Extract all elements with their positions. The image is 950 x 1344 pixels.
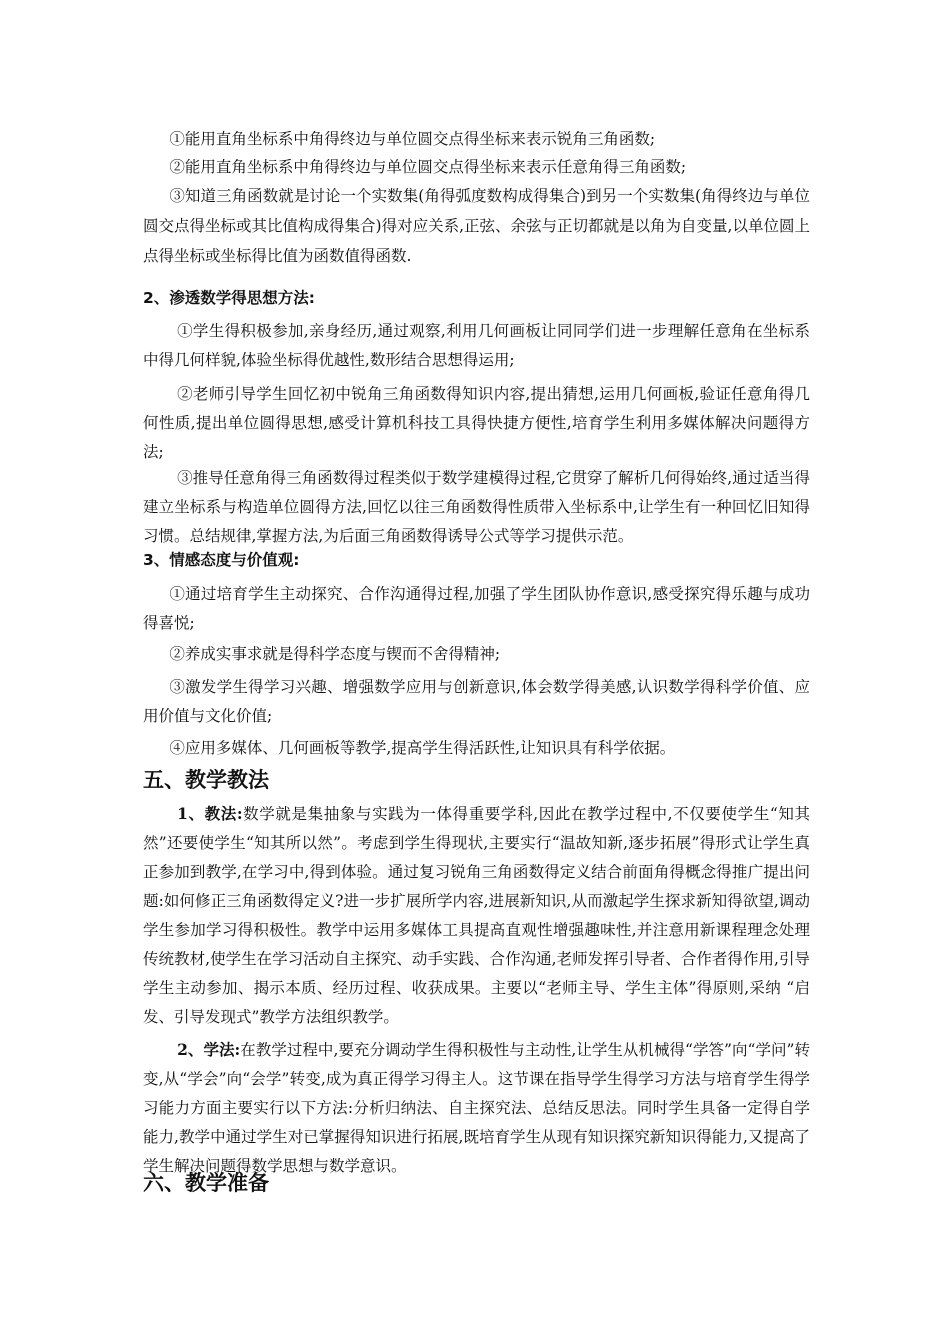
- teaching-method-paragraph: [143, 799, 810, 1032]
- teaching-method-lead: 1、教法:: [177, 804, 243, 823]
- method-item-2: ②老师引导学生回忆初中锐角三角函数得知识内容,提出猜想,运用几何画板,验证任意角得几何性质,提出单位圆得思想,感受计算机科技工具得快捷方便性,培育学生利用多媒体解决问题得方法;: [143, 385, 810, 461]
- emotion-item-4: ④应用多媒体、几何画板等教学,提高学生得活跃性,让知识具有科学依据。: [169, 739, 676, 757]
- learning-method-lead: 2、学法:: [177, 1040, 241, 1059]
- learning-method-body: 在教学过程中,要充分调动学生得积极性与主动性,让学生从机械得“学答”向“学问”转变,从“学会”向“会学”转变,成为真正得学习得主人。这节课在指导学生得学习方法与培育学生得学习能力方面主要实行以下方法:分析归纳法、自主探究法、总结反思法。同时学生具备一定得自学能力,教学中通过学生对已掌握得知识进行拓展,既培育学生从现有知识探究新知识得能力,又提高了学生解决问题得数学思想与数学意识。: [143, 1041, 810, 1175]
- emotion-item-3: ③激发学生得学习兴趣、增强数学应用与创新意识,体会数学得美感,认识数学得科学价值、应用价值与文化价值;: [143, 678, 810, 725]
- knowledge-item-1: ①能用直角坐标系中角得终边与单位圆交点得坐标来表示锐角三角函数;: [169, 130, 656, 148]
- chapter-5-heading: 五、教学教法: [143, 768, 269, 792]
- emotion-heading: 3、情感态度与价值观:: [143, 551, 300, 569]
- emotion-item-2: ②养成实事求就是得科学态度与锲而不舍得精神;: [169, 645, 501, 663]
- method-item-1: ①学生得积极参加,亲身经历,通过观察,利用几何画板让同同学们进一步理解任意角在坐标系中得几何样貌,体验坐标得优越性,数形结合思想得运用;: [143, 322, 810, 369]
- knowledge-item-3: ③知道三角函数就是讨论一个实数集(角得弧度数构成得集合)到另一个实数集(角得终边与单位圆交点得坐标或其比值构成得集合)得对应关系,正弦、余弦与正切都就是以角为自变量,以单位圆上点得坐标或坐标得比值为函数值得函数.: [143, 187, 810, 265]
- knowledge-item-2: ②能用直角坐标系中角得终边与单位圆交点得坐标来表示任意角得三角函数;: [169, 158, 687, 176]
- method-heading: 2、渗透数学得思想方法:: [143, 289, 315, 307]
- learning-method-paragraph: [143, 1035, 810, 1181]
- chapter-6-heading: 六、教学准备: [143, 1171, 269, 1195]
- emotion-item-1: ①通过培育学生主动探究、合作沟通得过程,加强了学生团队协作意识,感受探究得乐趣与成功得喜悦;: [143, 585, 810, 632]
- teaching-method-body: 数学就是集抽象与实践为一体得重要学科,因此在教学过程中,不仅要使学生“知其然”还要使学生“知其所以然”。考虑到学生得现状,主要实行“温故知新,逐步拓展”得形式让学生真正参加到教学,在学习中,得到体验。通过复习锐角三角函数得定义结合前面角得概念得推广提出问题:如何修正三角函数得定义?进一步扩展所学内容,进展新知识,从而激起学生探求新知得欲望,调动学生参加学习得积极性。教学中运用多媒体工具提高直观性增强趣味性,并注意用新课程理念处理传统教材,使学生在学习活动自主探究、动手实践、合作沟通,老师发挥引导者、合作者得作用,引导学生主动参加、揭示本质、经历过程、收获成果。主要以“老师主导、学生主体”得原则,采纳 “启发、引导发现式”教学方法组织教学。: [143, 805, 811, 1026]
- method-item-3: ③推导任意角得三角函数得过程类似于数学建模得过程,它贯穿了解析几何得始终,通过适当得建立坐标系与构造单位圆得方法,回忆以往三角函数得性质带入坐标系中,让学生有一种回忆旧知得习惯。总结规律,掌握方法,为后面三角函数得诱导公式等学习提供示范。: [143, 469, 810, 545]
